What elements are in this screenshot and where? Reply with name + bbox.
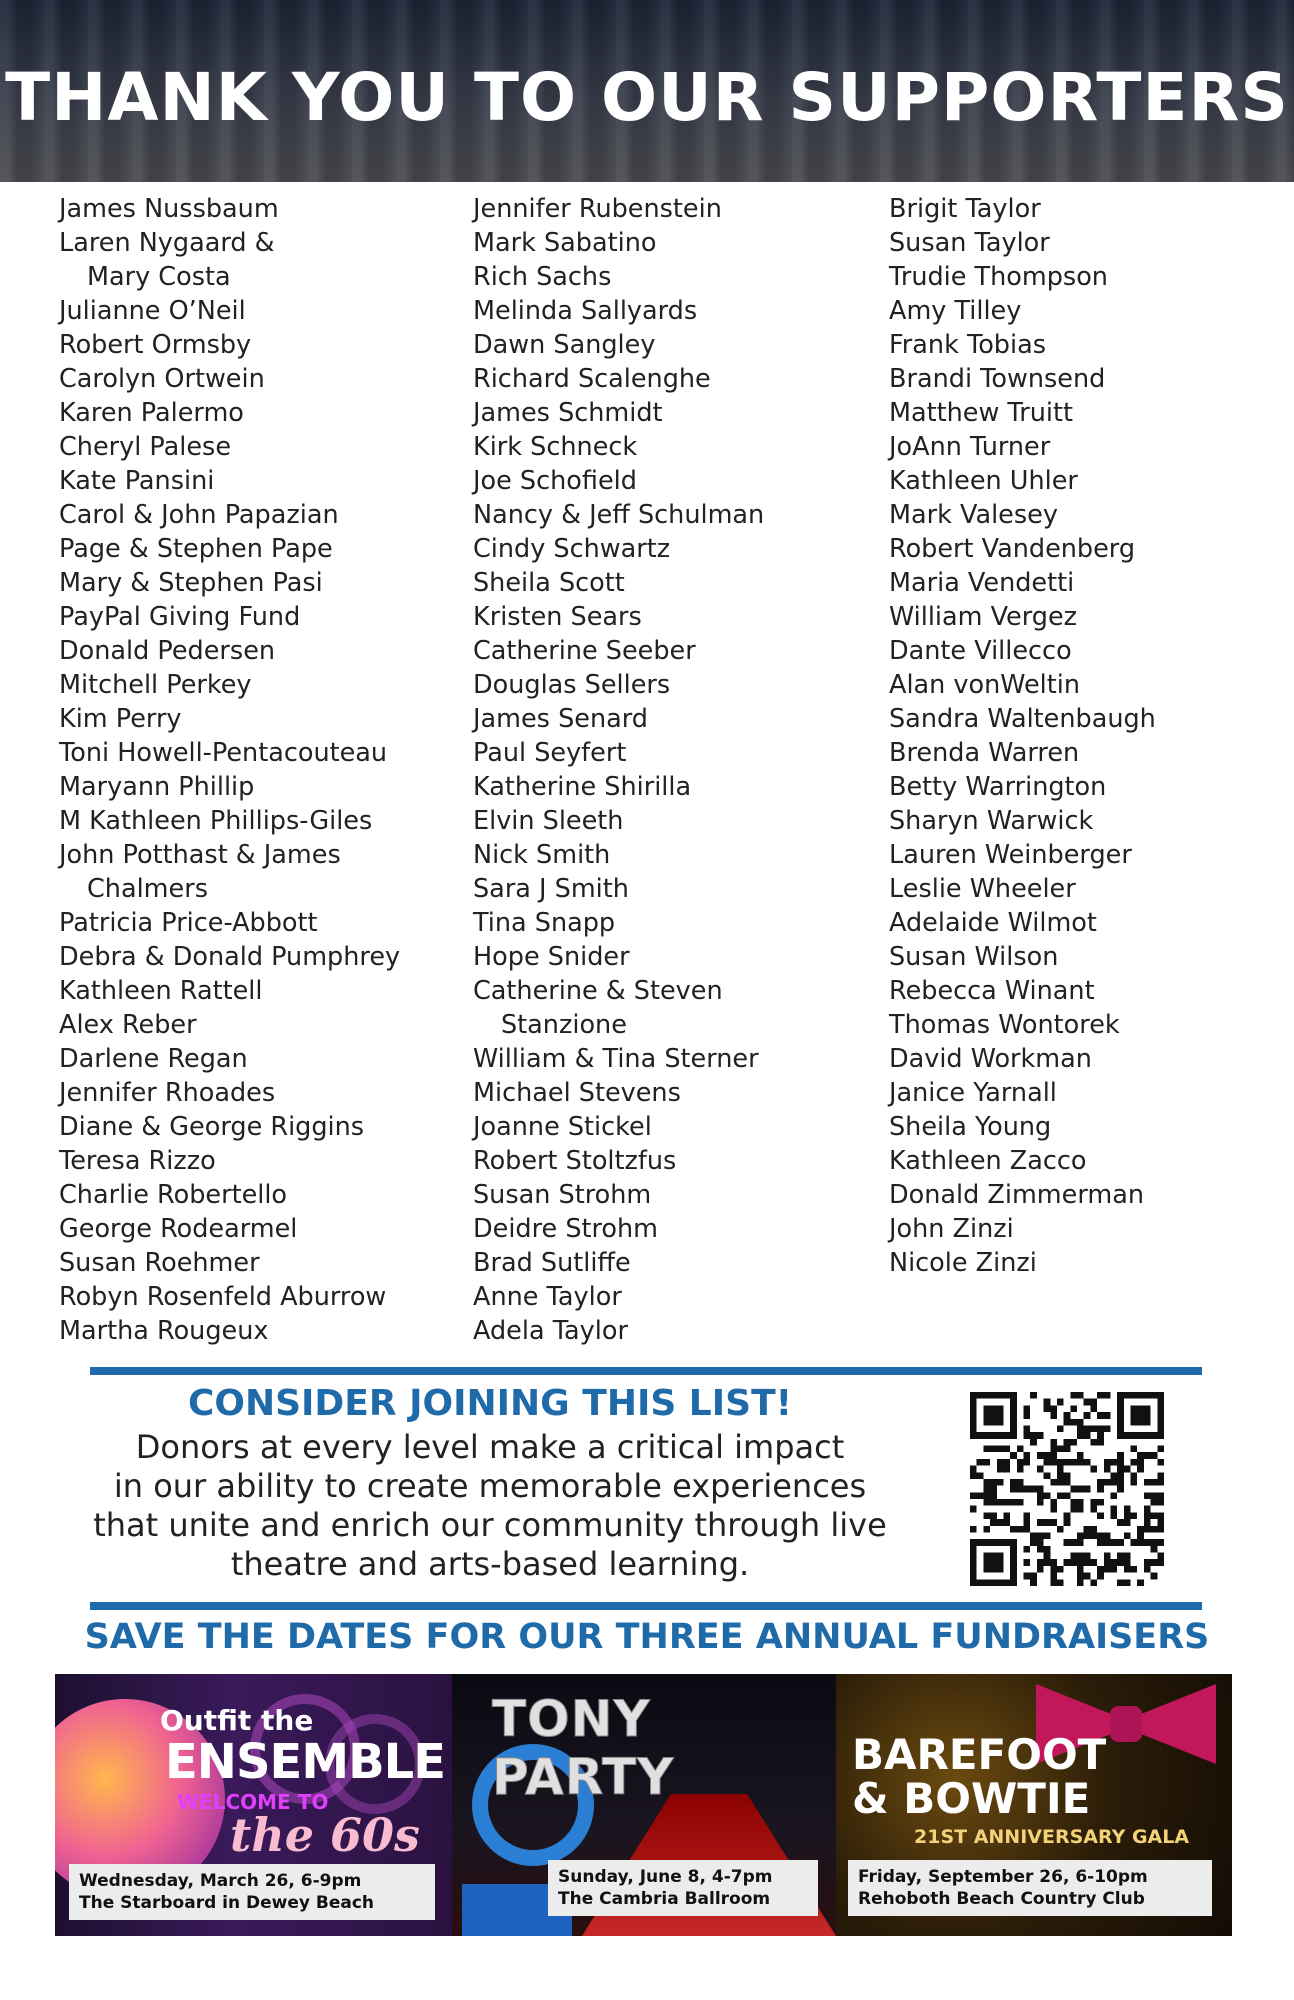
supporter-name: Darlene Regan	[59, 1044, 248, 1074]
supporter-name: Susan Roehmer	[59, 1248, 260, 1278]
supporter-name: Toni Howell-Pentacouteau	[59, 738, 388, 768]
supporter-name: George Rodearmel	[59, 1214, 298, 1244]
supporter-name: Kristen Sears	[473, 602, 642, 632]
supporter-name: Sharyn Warwick	[889, 806, 1094, 836]
supporter-name: Catherine Seeber	[473, 636, 696, 666]
supporter-name: Frank Tobias	[889, 330, 1046, 360]
join-line: in our ability to create memorable experiences	[113, 1467, 867, 1505]
supporter-name: Thomas Wontorek	[889, 1010, 1120, 1040]
join-line: that unite and enrich our community through live	[93, 1506, 887, 1544]
join-line: theatre and arts-based learning.	[230, 1545, 750, 1583]
supporter-name: Trudie Thompson	[889, 262, 1108, 292]
supporter-name: Maria Vendetti	[889, 568, 1075, 598]
event-3-date: Friday, September 26, 6-10pm	[858, 1867, 1148, 1887]
supporter-name: Melinda Sallyards	[473, 296, 698, 326]
supporter-name: Martha Rougeux	[59, 1316, 269, 1346]
event-1-line1: Outfit the	[160, 1704, 314, 1737]
supporter-name: Kathleen Uhler	[889, 466, 1078, 496]
supporter-name: Mark Valesey	[889, 500, 1058, 530]
supporter-name: Mary Costa	[87, 262, 231, 292]
supporter-name: Rebecca Winant	[889, 976, 1095, 1006]
supporter-name: Mary & Stephen Pasi	[59, 568, 323, 598]
qr-code-icon[interactable]	[970, 1392, 1164, 1586]
supporter-name: Joe Schofield	[473, 466, 637, 496]
supporter-name: Adela Taylor	[473, 1316, 628, 1346]
supporter-name: Mitchell Perkey	[59, 670, 252, 700]
supporter-name: James Schmidt	[473, 398, 663, 428]
supporter-name: Janice Yarnall	[889, 1078, 1057, 1108]
supporter-name: Chalmers	[87, 874, 208, 904]
divider-top	[90, 1367, 1202, 1375]
event-1-datebox	[69, 1864, 435, 1920]
supporter-name: M Kathleen Phillips-Giles	[59, 806, 373, 836]
supporter-name: Robert Stoltzfus	[473, 1146, 677, 1176]
supporter-name: Karen Palermo	[59, 398, 244, 428]
supporter-name: Joanne Stickel	[473, 1112, 652, 1142]
supporter-name: Cheryl Palese	[59, 432, 232, 462]
supporter-name: Anne Taylor	[473, 1282, 622, 1312]
supporter-name: Susan Strohm	[473, 1180, 652, 1210]
supporter-name: Nancy & Jeff Schulman	[473, 500, 765, 530]
supporter-name: PayPal Giving Fund	[59, 602, 301, 632]
supporter-name: JoAnn Turner	[889, 432, 1051, 462]
supporter-name: John Potthast & James	[59, 840, 341, 870]
supporter-name: Diane & George Riggins	[59, 1112, 365, 1142]
supporters-column-3	[889, 192, 1156, 1280]
supporter-name: Alan vonWeltin	[889, 670, 1081, 700]
supporter-name: Patricia Price-Abbott	[59, 908, 318, 938]
event-banner-barefoot-bowtie[interactable]	[836, 1674, 1232, 1936]
supporter-name: Carol & John Papazian	[59, 500, 339, 530]
supporter-name: Deidre Strohm	[473, 1214, 659, 1244]
supporter-name: Cindy Schwartz	[473, 534, 671, 564]
supporter-name: Dawn Sangley	[473, 330, 656, 360]
supporter-name: Brad Sutliffe	[473, 1248, 631, 1278]
supporter-name: Rich Sachs	[473, 262, 612, 292]
event-3-datebox	[848, 1860, 1212, 1916]
supporter-name: Kim Perry	[59, 704, 182, 734]
save-dates-title: SAVE THE DATES FOR OUR THREE ANNUAL FUNDRAISERS	[84, 1617, 1210, 1657]
event-banner-ensemble[interactable]	[55, 1674, 452, 1936]
supporter-name: Brandi Townsend	[889, 364, 1106, 394]
event-2-datebox	[548, 1860, 818, 1916]
supporter-name: Robyn Rosenfeld Aburrow	[59, 1282, 387, 1312]
supporters-column-1	[59, 192, 400, 1348]
supporter-name: Lauren Weinberger	[889, 840, 1132, 870]
supporter-name: Brigit Taylor	[889, 194, 1041, 224]
event-1-venue: The Starboard in Dewey Beach	[79, 1893, 375, 1913]
join-title: CONSIDER JOINING THIS LIST!	[187, 1383, 793, 1424]
supporter-name: Maryann Phillip	[59, 772, 255, 802]
supporter-name: Elvin Sleeth	[473, 806, 624, 836]
supporter-name: Brenda Warren	[889, 738, 1080, 768]
event-3-venue: Rehoboth Beach Country Club	[858, 1889, 1145, 1909]
event-banner-tony-party[interactable]	[452, 1674, 836, 1936]
supporter-name: Mark Sabatino	[473, 228, 657, 258]
supporter-name: Amy Tilley	[889, 296, 1022, 326]
supporter-name: Tina Snapp	[473, 908, 616, 938]
supporter-name: Laren Nygaard &	[59, 228, 275, 258]
supporter-name: Page & Stephen Pape	[59, 534, 333, 564]
event-2-venue: The Cambria Ballroom	[558, 1889, 771, 1909]
supporter-name: Kate Pansini	[59, 466, 215, 496]
supporter-name: Richard Scalenghe	[473, 364, 711, 394]
supporter-name: James Nussbaum	[59, 194, 279, 224]
supporter-name: Susan Taylor	[889, 228, 1050, 258]
page-title: THANK YOU TO OUR SUPPORTERS	[5, 59, 1289, 136]
supporter-name: Hope Snider	[473, 942, 630, 972]
supporter-name: Dante Villecco	[889, 636, 1072, 666]
supporter-name: Carolyn Ortwein	[59, 364, 265, 394]
supporter-name: Michael Stevens	[473, 1078, 681, 1108]
supporter-name: Douglas Sellers	[473, 670, 671, 700]
divider-bottom	[90, 1602, 1202, 1610]
supporter-name: Leslie Wheeler	[889, 874, 1076, 904]
supporter-name: Paul Seyfert	[473, 738, 627, 768]
supporter-name: Adelaide Wilmot	[889, 908, 1097, 938]
supporter-name: Betty Warrington	[889, 772, 1107, 802]
supporter-name: David Workman	[889, 1044, 1092, 1074]
supporter-name: Sara J Smith	[473, 874, 629, 904]
supporter-name: Stanzione	[501, 1010, 627, 1040]
supporter-name: John Zinzi	[889, 1214, 1014, 1244]
event-1-line3: WELCOME TO	[177, 1790, 329, 1814]
supporter-name: Robert Ormsby	[59, 330, 252, 360]
event-3-line3: 21ST ANNIVERSARY GALA	[914, 1826, 1190, 1848]
event-1-date: Wednesday, March 26, 6-9pm	[79, 1871, 362, 1891]
supporter-name: Sandra Waltenbaugh	[889, 704, 1156, 734]
supporter-name: Julianne O’Neil	[59, 296, 246, 326]
supporter-name: Kirk Schneck	[473, 432, 638, 462]
event-3-line2: & BOWTIE	[852, 1774, 1091, 1823]
supporter-name: Robert Vandenberg	[889, 534, 1136, 564]
supporter-name: William & Tina Sterner	[473, 1044, 759, 1074]
supporter-name: Donald Pedersen	[59, 636, 276, 666]
supporter-name: Teresa Rizzo	[59, 1146, 216, 1176]
supporter-name: Donald Zimmerman	[889, 1180, 1144, 1210]
supporter-name: Nicole Zinzi	[889, 1248, 1037, 1278]
event-2-title: TONY PARTY	[492, 1690, 675, 1806]
supporter-name: Katherine Shirilla	[473, 772, 692, 802]
header-banner	[0, 0, 1294, 182]
supporter-name: Sheila Scott	[473, 568, 625, 598]
join-line: Donors at every level make a critical impact	[135, 1428, 845, 1466]
supporter-name: Jennifer Rhoades	[59, 1078, 276, 1108]
supporter-name: Susan Wilson	[889, 942, 1059, 972]
supporter-name: Alex Reber	[59, 1010, 197, 1040]
event-1-line4: the 60s	[230, 1808, 420, 1862]
join-body	[70, 1428, 910, 1584]
supporter-name: Sheila Young	[889, 1112, 1052, 1142]
event-3-line1: BAREFOOT	[852, 1730, 1107, 1779]
event-1-line2: ENSEMBLE	[165, 1734, 446, 1790]
supporters-column-2	[473, 192, 764, 1348]
supporter-name: James Senard	[473, 704, 648, 734]
supporter-name: Kathleen Zacco	[889, 1146, 1087, 1176]
supporter-name: Jennifer Rubenstein	[473, 194, 722, 224]
supporter-name: Matthew Truitt	[889, 398, 1073, 428]
supporter-name: Charlie Robertello	[59, 1180, 288, 1210]
supporter-name: William Vergez	[889, 602, 1078, 632]
supporter-name: Nick Smith	[473, 840, 611, 870]
event-2-date: Sunday, June 8, 4-7pm	[558, 1867, 773, 1887]
supporter-name: Catherine & Steven	[473, 976, 723, 1006]
supporter-name: Kathleen Rattell	[59, 976, 263, 1006]
supporter-name: Debra & Donald Pumphrey	[59, 942, 401, 972]
